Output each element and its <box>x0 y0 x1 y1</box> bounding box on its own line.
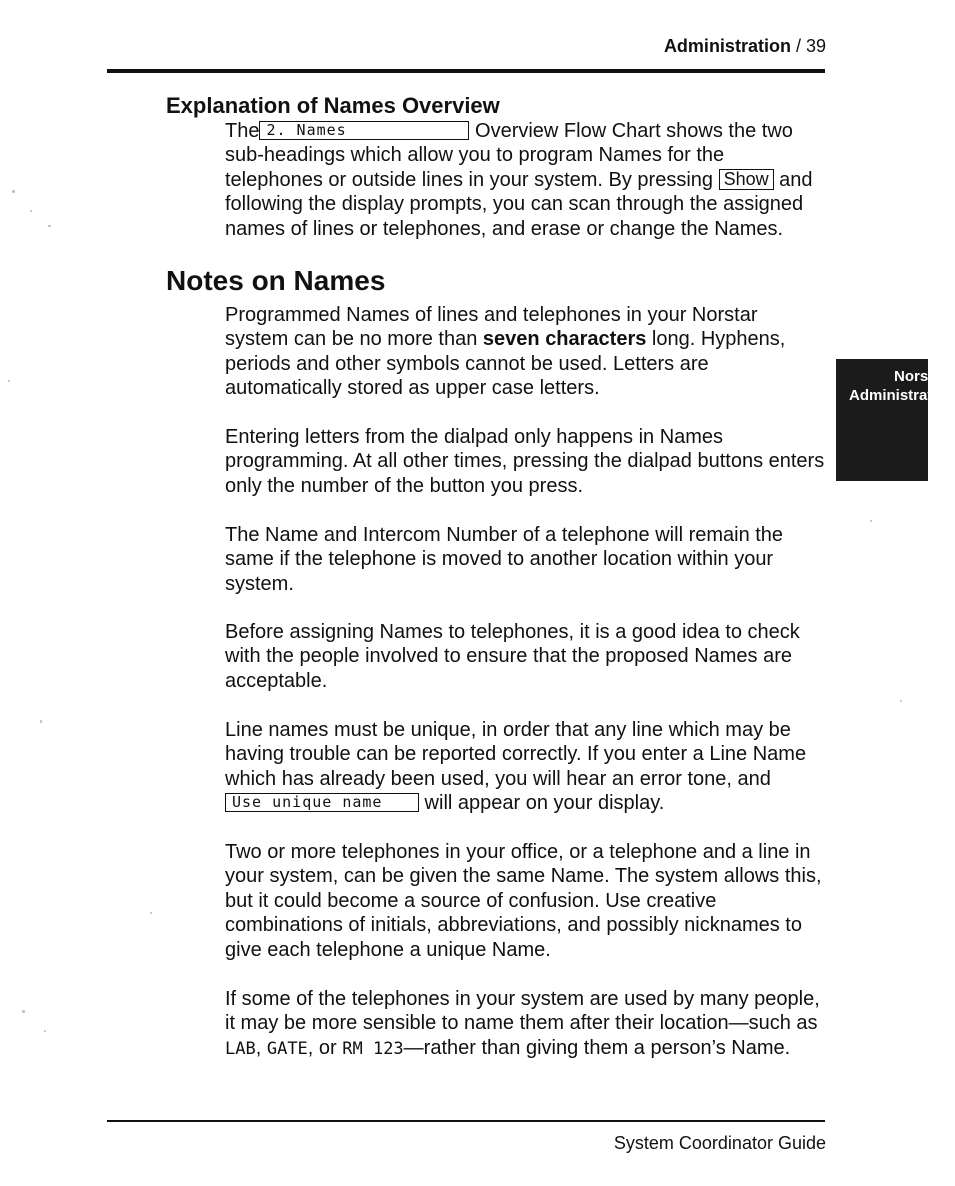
tab-label-line-1: Norstar <box>894 368 948 385</box>
page-number: 39 <box>805 36 826 56</box>
text-run: , <box>255 1036 267 1059</box>
text-run: and following the display prompts, you can scan through the assigned names of lines or telephones, and erase or change the Names. <box>225 168 813 240</box>
example-name-lab: LAB <box>225 1038 256 1059</box>
text-run: Programmed Names of lines and telephones in your Norstar system can be no more than <box>225 304 758 351</box>
text-run: Overview Flow Chart shows the two sub-headings which allow you to program Names for the telephones or outside lines in your system. By pressing <box>225 120 793 191</box>
display-text-names: 2. Names <box>259 121 469 140</box>
running-header <box>664 36 826 57</box>
example-name-gate: GATE <box>266 1038 308 1059</box>
explanation-paragraph <box>225 119 825 241</box>
notes-paragraph-2: Entering letters from the dialpad only happens in Names programming. At all other times, pressing the dialpad buttons enters only the number of the button you press. <box>225 426 825 497</box>
notes-heading: Notes on Names <box>166 265 386 296</box>
running-footer: System Coordinator Guide <box>613 1133 826 1153</box>
explanation-heading: Explanation of Names Overview <box>166 93 500 118</box>
example-name-rm123: RM 123 <box>342 1038 404 1059</box>
paragraph-text <box>225 718 825 816</box>
explanation-body <box>225 119 825 241</box>
text-run: If some of the telephones in your system are used by many people, it may be more sensible to name them after their location—such as <box>225 988 820 1035</box>
text-run: The <box>225 120 260 142</box>
text-run: long. Hyphens, periods and other symbols cannot be used. Letters are automatically stored as upper case letters. <box>225 328 786 400</box>
header-section: Administration <box>663 36 791 56</box>
text-run: —rather than giving them a person’s Name. <box>403 1036 791 1059</box>
text-run: will appear on your display. <box>419 792 665 815</box>
header-rule <box>107 69 825 73</box>
header-separator: / <box>790 36 806 56</box>
section-thumb-tab <box>836 359 955 481</box>
notes-paragraph-7 <box>225 987 825 1061</box>
notes-body <box>225 303 825 401</box>
text-run: , or <box>307 1036 343 1059</box>
show-key-label: Show <box>719 169 774 190</box>
footer-rule <box>107 1120 825 1122</box>
text-run: Line names must be unique, in order that any line which may be having trouble can be reported correctly. If you enter a Line Name which has already been used, you will hear an error tone, and <box>225 719 807 790</box>
bold-text: seven characters <box>482 328 647 351</box>
notes-paragraph-6: Two or more telephones in your office, or a telephone and a line in your system, can be given the same Name. The system allows this, but it could become a source of confusion. Use creative combinations of initials, abbreviations, and possibly nicknames to give each telephone a unique Name. <box>225 841 822 961</box>
display-text-use-unique-name: Use unique name <box>225 793 419 812</box>
tab-label-line-2: Administration <box>849 387 955 404</box>
notes-paragraph-5 <box>225 718 825 816</box>
notes-paragraph-4: Before assigning Names to telephones, it is a good idea to check with the people involved to ensure that the proposed Names are acceptable. <box>225 621 800 692</box>
notes-paragraph-1 <box>225 303 825 401</box>
paragraph-text <box>225 987 825 1061</box>
notes-paragraph-3: The Name and Intercom Number of a telephone will remain the same if the telephone is moved to another location within your system. <box>225 524 784 595</box>
